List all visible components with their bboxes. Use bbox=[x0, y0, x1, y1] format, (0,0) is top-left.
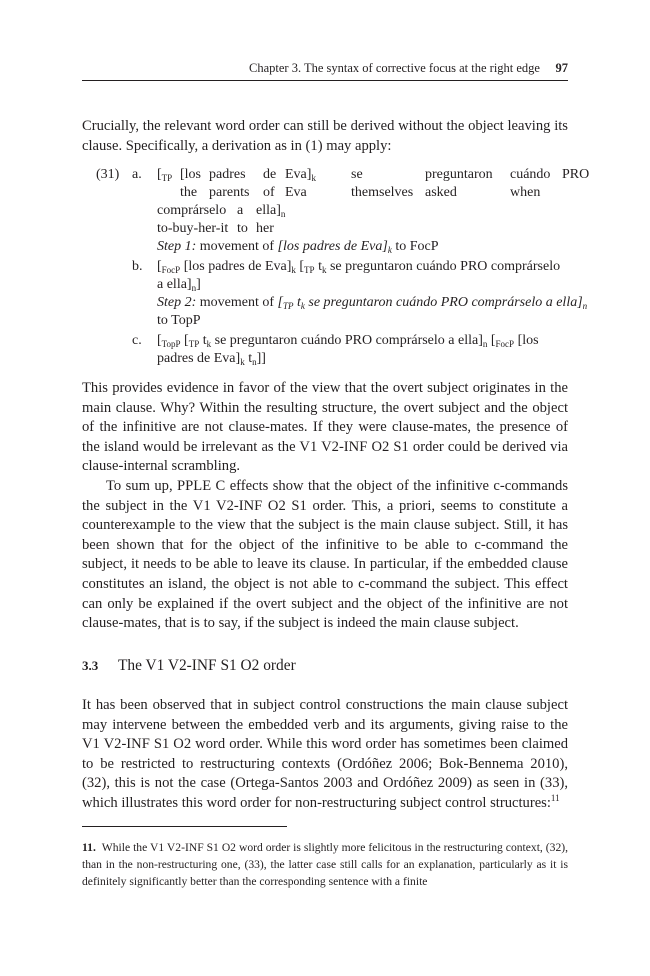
gloss: parents bbox=[209, 185, 250, 201]
footnote-ref[interactable]: 11 bbox=[550, 793, 560, 804]
example-b-line2: a $ella]_n$] bbox=[157, 277, 201, 293]
gloss: to bbox=[237, 221, 248, 237]
example-a-line2: comprárselo a $ella]_n$ to-buy-her-it to her bbox=[157, 203, 286, 237]
word: a bbox=[237, 203, 244, 218]
running-title: Chapter 3. The syntax of corrective focus at the right edge bbox=[249, 61, 540, 75]
page-number: 97 bbox=[555, 61, 568, 75]
footnote-number: 11. bbox=[82, 841, 96, 854]
step-italic: se preguntaron cuándo PRO comprárselo a ella] bbox=[308, 295, 583, 310]
word: padres bbox=[209, 167, 246, 182]
step-text: movement of bbox=[199, 239, 275, 254]
step-text: movement of bbox=[199, 295, 275, 310]
footnote-text: While the V1 V2-INF S1 O2 word order is slightly more felicitous in the restructuring context, (32), than in the non-restructuring one, (33), the latter case still calls for an explanation, particularly as it is definitely significantly better than the corresponding sentence with a finite bbox=[82, 841, 569, 888]
word: comprárselo bbox=[157, 203, 227, 218]
word: [los bbox=[180, 167, 201, 182]
gloss: asked bbox=[425, 185, 457, 201]
text: se preguntaron cuándo PRO comprárselo a ella] bbox=[214, 333, 483, 348]
example-b-label: b. bbox=[132, 259, 143, 274]
gloss: the bbox=[180, 185, 198, 201]
text: se preguntaron cuándo PRO comprárselo bbox=[329, 259, 561, 274]
word: PRO bbox=[562, 167, 590, 182]
word: cuándo bbox=[510, 167, 551, 182]
word: ella] bbox=[256, 203, 281, 218]
text: [los padres de Eva] bbox=[183, 259, 292, 274]
running-header bbox=[82, 58, 568, 81]
footnote bbox=[82, 839, 568, 890]
section-title: The V1 V2-INF S1 O2 order bbox=[118, 657, 296, 674]
example-c-label: c. bbox=[132, 333, 142, 348]
example-number: (31) bbox=[96, 167, 120, 182]
example-a-step: Step 1: movement of [los padres de $Eva]_k$ to FocP bbox=[157, 239, 439, 255]
step-label: Step 1: bbox=[157, 239, 197, 254]
gloss: themselves bbox=[351, 185, 414, 201]
example-a-gloss-block: [$_{TP}$ [los padres de $Eva]_k$ se preguntaron cuándo PRO the parents of Eva themselves asked when bbox=[157, 167, 590, 201]
section-heading bbox=[82, 657, 296, 675]
section-number: 3.3 bbox=[82, 658, 99, 673]
step-label: Step 2: bbox=[157, 295, 197, 310]
gloss: Eva bbox=[285, 185, 307, 201]
paragraph-evidence: This provides evidence in favor of the view that the overt subject originates in the main clause. Why? Within the resulting structure, the overt subject and the object of the infinitive are not clause-mates. If they were clause-mates, the presence of the island would be irrelevant as the V1 V2-INF O2 S1 order could be derived via clause-internal scrambling. bbox=[82, 380, 568, 475]
paragraph-observation bbox=[82, 696, 568, 814]
gloss: when bbox=[510, 185, 541, 201]
gloss: of bbox=[263, 185, 275, 201]
text: [los bbox=[517, 333, 539, 348]
paragraph-text: It has been observed that in subject control constructions the main clause subject may intervene between the embedded verb and its arguments, giving raise to the V1 V2-INF S1 O2 word order. While this word order has sometimes been claimed to be restricted to restructuring contexts (Ordóñez 2006; Bok-Bennema 2010), (32), this is not the case (Ortega-Santos 2003 and Ordóñez 2009) as seen in (33), which illustrates this word order for non-restructuring subject control structures: bbox=[82, 697, 568, 811]
word: Eva] bbox=[285, 167, 312, 182]
gloss: to-buy-her-it bbox=[157, 221, 229, 237]
gloss: her bbox=[256, 221, 274, 237]
example-b-line1: [$_{FocP}$ [los padres de $Eva]_k$ [$_{TP}$ $t_k$ se preguntaron cuándo PRO comprárselo bbox=[157, 259, 561, 275]
step-end: to FocP bbox=[395, 239, 439, 254]
word: preguntaron bbox=[425, 167, 493, 182]
text: a ella] bbox=[157, 277, 192, 292]
footnote-rule bbox=[82, 826, 287, 827]
example-b-step: Step 2: movement of [$_{TP}$ $t_k$ se preguntaron cuándo PRO comprárselo a $ella]_n$ bbox=[157, 295, 588, 311]
text: padres de Eva] bbox=[157, 351, 241, 366]
example-a-label: a. bbox=[132, 167, 142, 182]
paragraph-intro: Crucially, the relevant word order can still be derived without the object leaving its clause. Specifically, a derivation as in (1) may apply: bbox=[82, 118, 568, 154]
word: de bbox=[263, 167, 277, 182]
example-c-line2: padres de $Eva]_k$ $t_n$]] bbox=[157, 351, 266, 367]
paragraph-summary: To sum up, PPLE C effects show that the object of the infinitive c-commands the subject in the V1 V2-INF O2 S1 order. This, a priori, seems to constitute a counterexample to the view that the subject is the main clause subject. Still, it has been shown that for the object of the infinitive to be able to c-command the subject, it needs to be able to leave its clause. In particular, if the embedded clause constitutes an island, the object is not able to c-command the subject. This effect can only be explained if the overt subject and the object of the infinitive are not clause-mates, that is to say, if the subject is indeed the main clause subject. bbox=[82, 478, 568, 632]
step-italic: [los padres de Eva] bbox=[277, 239, 388, 254]
example-c-line1: [$_{TopP}$ [$_{TP}$ $t_k$ se preguntaron cuándo PRO comprárselo a $ella]_n$ [$_{FocP}$ [los bbox=[157, 333, 539, 349]
word: se bbox=[351, 167, 363, 182]
example-b-step-end: to TopP bbox=[157, 313, 201, 328]
